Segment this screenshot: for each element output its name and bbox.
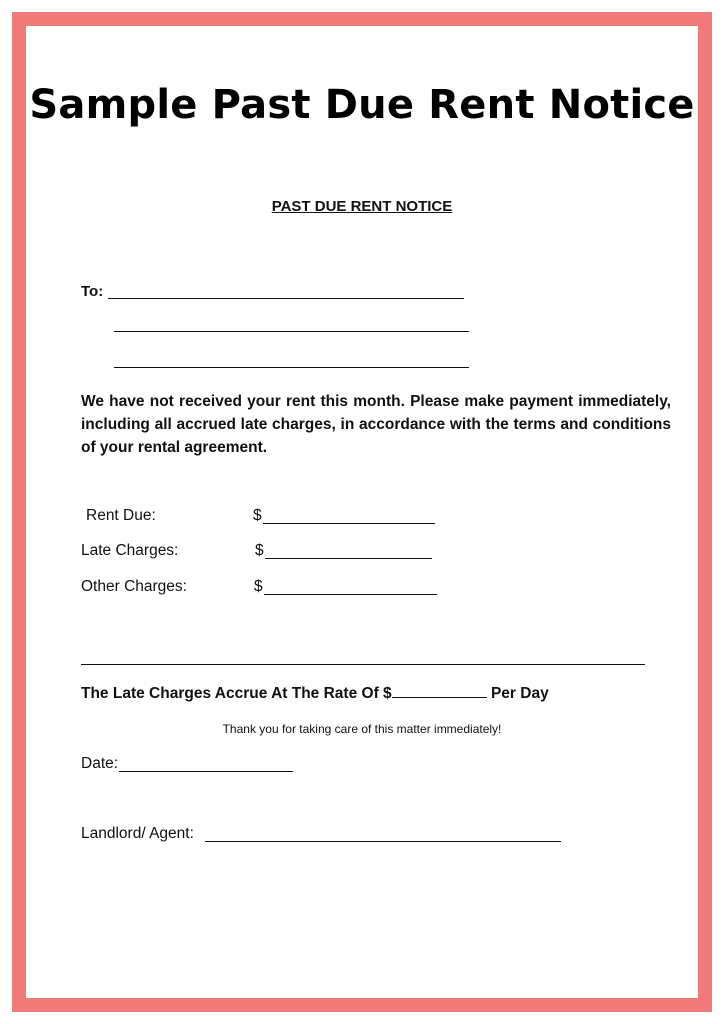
notice-heading: PAST DUE RENT NOTICE [271,198,453,215]
to-line-2[interactable] [114,331,469,332]
other-charges-currency: $ [254,578,263,595]
notice-body: We have not received your rent this month. Please make payment immediately, including all accrued late charges, in accordance with the terms and conditions of your rental agreement. [81,393,671,456]
date-label: Date: [81,755,119,772]
late-rate-row [81,683,549,703]
rent-due-currency: $ [253,507,262,524]
rent-due-label: Rent Due: [86,507,156,524]
section-divider [81,664,645,665]
other-charges-label: Other Charges: [81,578,187,595]
landlord-agent-line[interactable] [205,841,561,842]
date-line[interactable] [119,771,293,772]
notice-sheet [26,26,698,998]
late-charges-line[interactable] [265,558,432,559]
page-border [12,12,712,1012]
to-line-1[interactable] [108,298,464,299]
late-charges-label: Late Charges: [81,542,179,559]
other-charges-line[interactable] [264,594,437,595]
page-title: Sample Past Due Rent Notice [29,82,695,128]
late-rate-blank[interactable] [392,683,487,698]
landlord-agent-label: Landlord/ Agent: [81,825,194,842]
to-line-3[interactable] [114,367,469,368]
late-rate-prefix: The Late Charges Accrue At The Rate Of $ [81,685,392,702]
late-rate-suffix: Per Day [490,685,549,702]
late-charges-currency: $ [255,542,264,559]
thank-you-note: Thank you for taking care of this matter immediately! [222,722,502,736]
rent-due-line[interactable] [263,523,435,524]
to-label: To: [81,283,104,300]
